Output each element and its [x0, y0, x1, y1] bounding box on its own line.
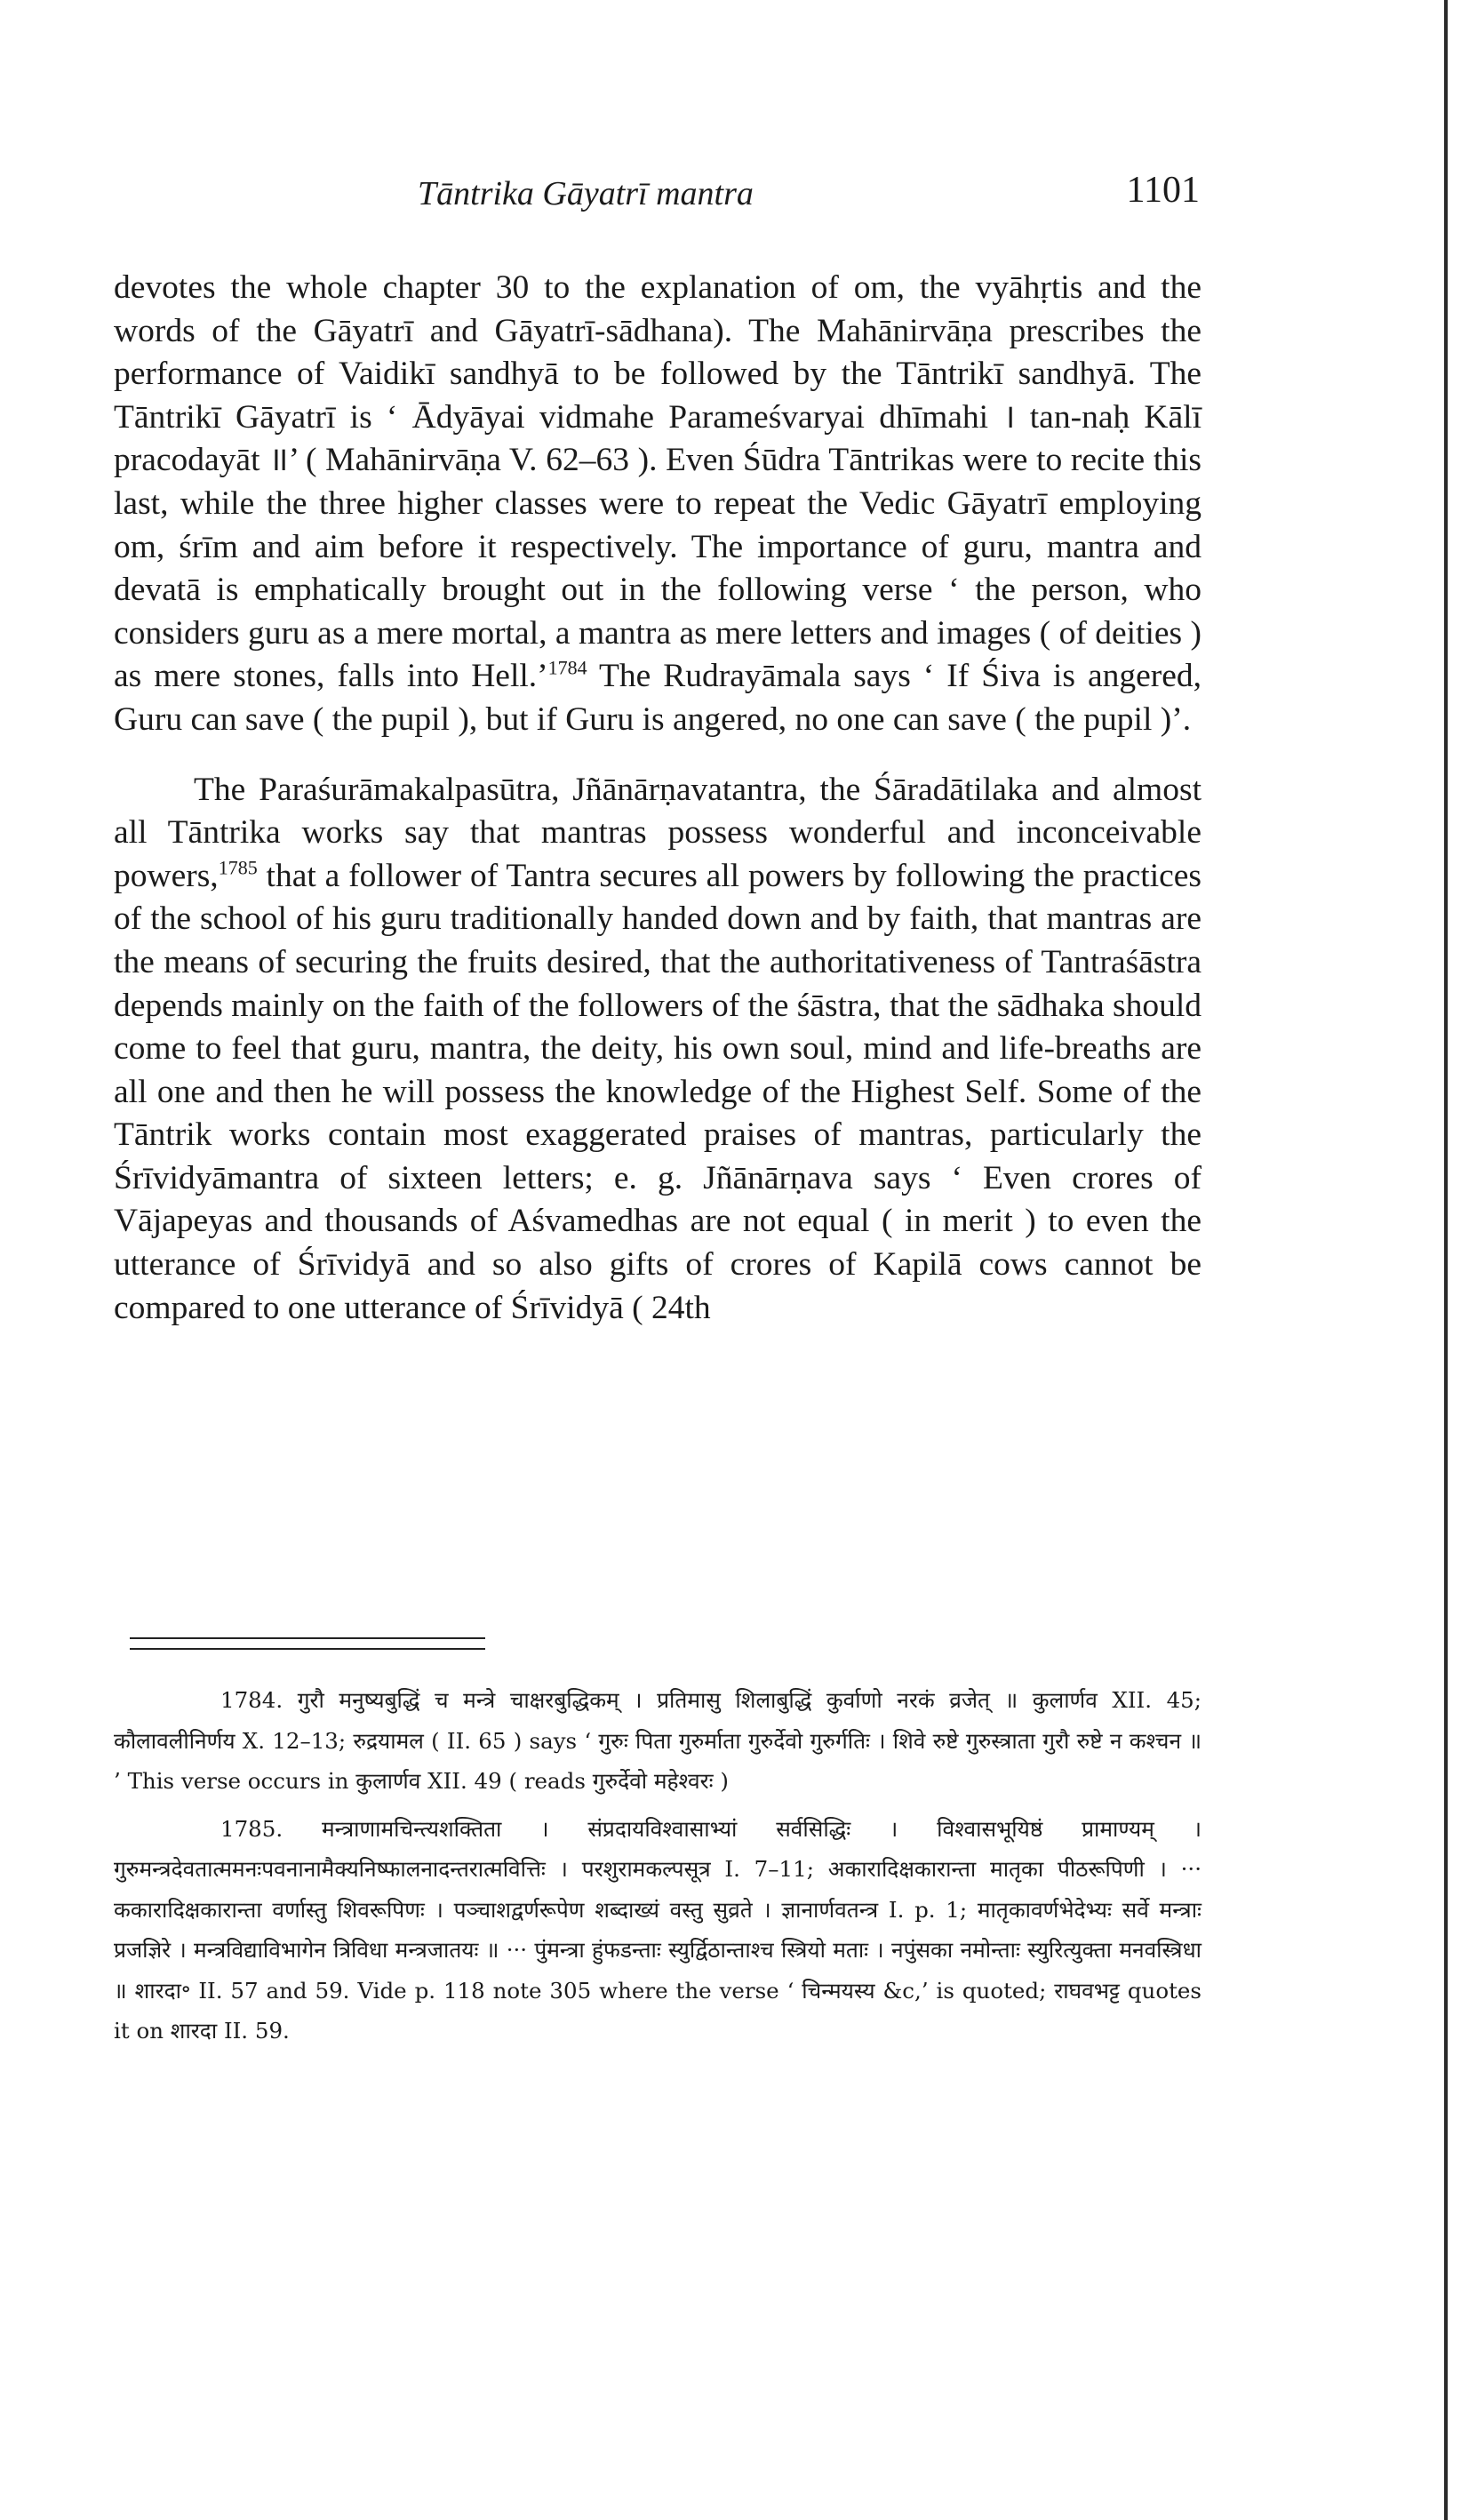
footnote-1784 [114, 1680, 1202, 1802]
page-number: 1101 [1126, 170, 1200, 211]
footnote-text-1785: मन्त्राणामचिन्त्यशक्तिता । संप्रदायविश्वासाभ्यां सर्वसिद्धिः । विश्वासभूयिष्ठं प्रामाण्यम् । गुरुमन्त्रदेवतात्ममनःपवनानामैक्यनिष्फालनादन्तरात्मवित्तिः । परशुरामकल्पसूत्र I. 7–11; अकारादिक्षकारान्ता मातृका पीठरूपिणी । ··· ककारादिक्षकारान्ता वर्णास्तु शिवरूपिणः । पञ्चाशद्वर्णरूपेण शब्दाख्यं वस्तु सुव्रते । ज्ञानार्णवतन्त्र I. p. 1; मातृकावर्णभेदेभ्यः सर्वे मन्त्राः प्रजज्ञिरे । मन्त्रविद्याविभागेन त्रिविधा मन्त्रजातयः ॥ ··· पुंमन्त्रा हुंफडन्ताः स्युर्द्विठान्ताश्च स्त्रियो मताः । नपुंसका नमोन्ताः स्युरित्युक्ता मनवस्त्रिधा ॥ शारदा॰ II. 57 and 59. Vide p. 118 note 305 where the verse ‘ चिन्मयस्य &c,’ is quoted; राघवभट्ट quotes it on शारदा II. 59. [114, 1815, 1202, 2044]
main-text [114, 267, 1202, 1330]
paragraph-2-text-b: that a follower of Tantra secures all powers by following the practices of the school of his guru traditionally handed down and by faith, that mantras are the means of securing the fruits desired, that the authoritativeness of Tantraśāstra depends mainly on the faith of the followers of the śāstra, that the sādhaka should come to feel that guru, mantra, the deity, his own soul, mind and life-breaths are all one and then he will possess the knowledge of the Highest Self. Some of the Tāntrik works contain most exaggerated praises of mantras, particularly the Śrīvidyāmantra of sixteen letters; e. g. Jñānārṇava says ‘ Even crores of Vājapeyas and thousands of Aśvamedhas are not equal ( in merit ) to even the utterance of Śrīvidyā and so also gifts of crores of Kapilā cows cannot be compared to one utterance of Śrīvidyā ( 24th [114, 857, 1202, 1326]
paragraph-1-text-a: devotes the whole chapter 30 to the explanation of om, the vyāhṛtis and the words of the Gāyatrī and Gāyatrī-sādhana). The Mahānirvāṇa prescribes the performance of Vaidikī sandhyā to be followed by the Tāntrikī sandhyā. The Tāntrikī Gāyatrī is ‘ Ādyāyai vidmahe Parameśvaryai dhīmahi । tan-naḥ Kālī pracodayāt ॥’ ( Mahānirvāṇa V. 62–63 ). Even Śūdra Tāntrikas were to recite this last, while the three higher classes were to repeat the Vedic Gāyatrī employing om, śrīm and aim before it respectively. The importance of guru, mantra and devatā is emphatically brought out in the following verse ‘ the person, who considers guru as a mere mortal, a mantra as mere letters and images ( of deities ) as mere stones, falls into Hell.’ [114, 269, 1202, 695]
footnote-number-1784: 1784. [220, 1687, 283, 1713]
footnote-1785 [114, 1809, 1202, 2052]
footnote-number-1785: 1785. [220, 1815, 283, 1842]
page-header [116, 169, 1200, 222]
paragraph-1 [114, 267, 1202, 742]
paragraph-2-text-a: The Paraśurāmakalpasūtra, Jñānārṇavatantra, the Śāradātilaka and almost all Tāntrika works say that mantras possess wonderful and inconceivable powers, [114, 771, 1202, 894]
footnote-ref-1785: 1785 [218, 856, 258, 879]
scan-edge-line [1444, 0, 1448, 2520]
footnote-rule [130, 1637, 485, 1650]
paragraph-1-text-b: The Rudrayāmala says ‘ If Śiva is angered, Guru can save ( the pupil ), but if Guru is angered, no one can save ( the pupil )’. [114, 658, 1202, 738]
paragraph-2 [114, 769, 1202, 1331]
footnote-ref-1784: 1784 [547, 656, 587, 679]
running-title: Tāntrika Gāyatrī mantra [418, 175, 754, 212]
footnotes [114, 1680, 1202, 2052]
footnote-text-1784: गुरौ मनुष्यबुद्धिं च मन्त्रे चाक्षरबुद्धिकम् । प्रतिमासु शिलाबुद्धिं कुर्वाणो नरकं व्रजेत् ॥ कुलार्णव XII. 45; कौलावलीनिर्णय X. 12–13; रुद्रयामल ( II. 65 ) says ‘ गुरुः पिता गुरुर्माता गुरुर्देवो गुरुर्गतिः । शिवे रुष्टे गुरुस्त्राता गुरौ रुष्टे न कश्चन ॥ ’ This verse occurs in कुलार्णव XII. 49 ( reads गुरुर्देवो महेश्वरः ) [114, 1687, 1202, 1794]
